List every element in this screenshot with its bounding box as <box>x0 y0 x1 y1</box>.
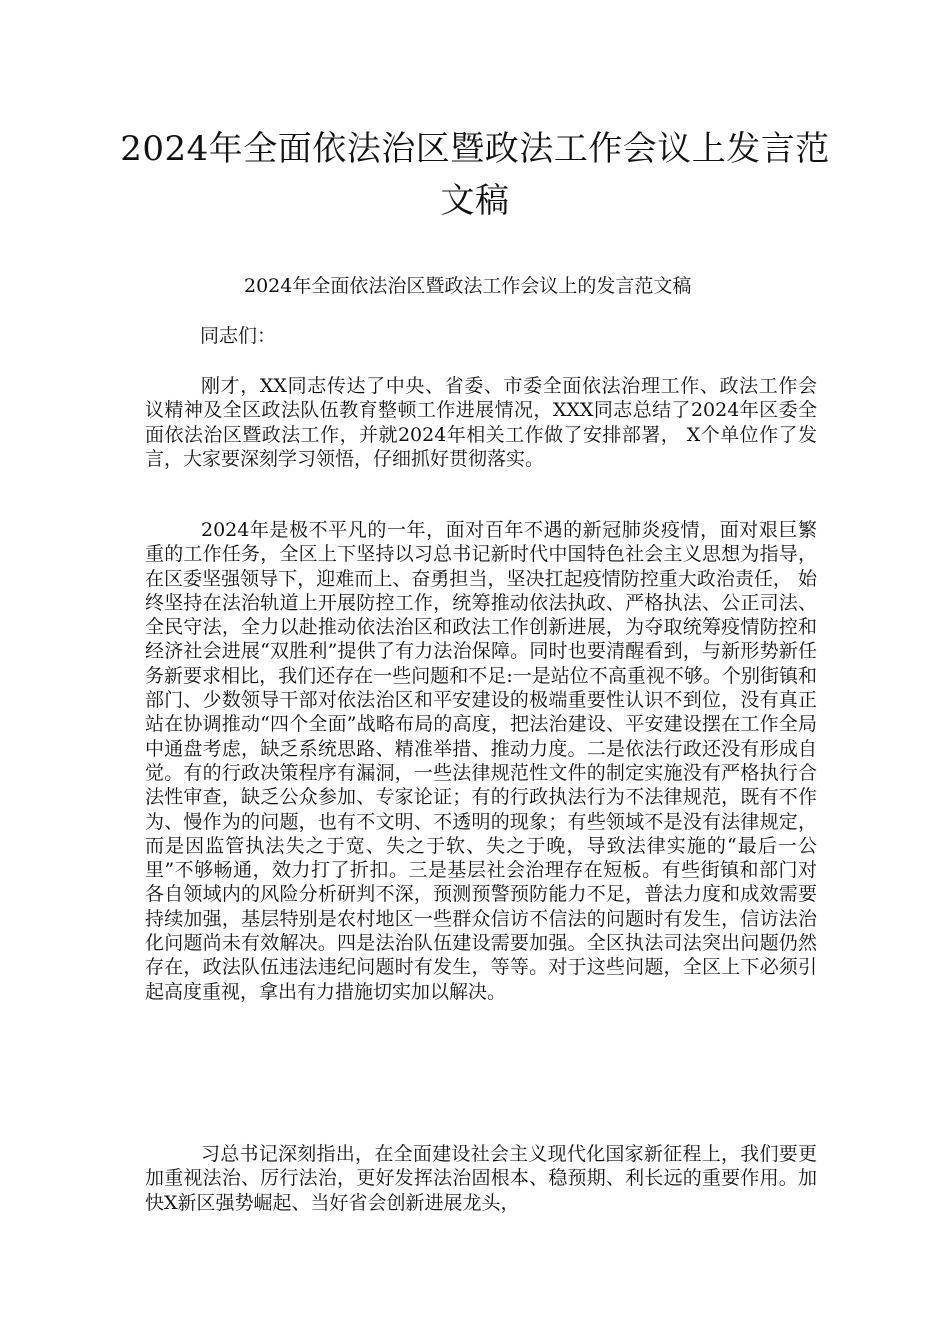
salutation: 同志们： <box>200 325 277 347</box>
paragraph: 习总书记深刻指出，在全面建设社会主义现代化国家新征程上，我们要更加重视法治、厉行法治，更好发挥法治固根本、稳预期、利长远的重要作用。加快X新区强势崛起、当好省会创新进展龙头， <box>145 1143 817 1214</box>
document-subtitle: 2024年全面依法治区暨政法工作会议上的发言范文稿 <box>244 275 692 297</box>
paragraph: 刚才，XX同志传达了中央、省委、市委全面依法治理工作、政法工作会议精神及全区政法队伍教育整顿工作进展情况，XXX同志总结了2024年区委全面依法治区暨政法工作，并就2024年相关工作做了安排部署， X个单位作了发言，大家要深刻学习领悟，仔细抓好贯彻落实。 <box>145 375 817 470</box>
document-title: 2024年全面依法治区暨政法工作会议上发言范文稿 <box>120 129 830 221</box>
paragraph: 2024年是极不平凡的一年，面对百年不遇的新冠肺炎疫情，面对艰巨繁重的工作任务，全区上下坚持以习总书记新时代中国特色社会主义思想为指导，在区委坚强领导下，迎难而上、奋勇担当，坚决扛起疫情防控重大政治责任， 始终坚持在法治轨道上开展防控工作，统筹推动依法执政、严格执法、公正司法、全民守法，全力以赴推动依法治区和政法工作创新进展，为夺取统筹疫情防控和经济社会进展“双胜利”提供了有力法治保障。同时也要清醒看到，与新形势新任务新要求相比，我们还存在一些问题和不足:一是站位不高重视不够。个别街镇和部门、少数领导干部对依法治区和平安建设的极端重要性认识不到位，没有真正站在协调推动“四个全面”战略布局的高度，把法治建设、平安建设摆在工作全局中通盘考虑，缺乏系统思路、精准举措、推动力度。二是依法行政还没有形成自觉。有的行政决策程序有漏洞，一些法律规范性文件的制定实施没有严格执行合法性审查，缺乏公众参加、专家论证；有的行政执法行为不法律规范，既有不作为、慢作为的问题，也有不文明、不透明的现象；有些领域不是没有法律规定，而是因监管执法失之于宽、失之于软、失之于晚，导致法律实施的“最后一公里”不够畅通，效力打了折扣。三是基层社会治理存在短板。有些街镇和部门对各自领域内的风险分析研判不深，预测预警预防能力不足，普法力度和成效需要持续加强，基层特别是农村地区一些群众信访不信法的问题时有发生，信访法治化问题尚未有效解决。四是法治队伍建设需要加强。全区执法司法突出问题仍然存在，政法队伍违法违纪问题时有发生，等等。对于这些问题，全区上下必须引起高度重视，拿出有力措施切实加以解决。 <box>145 519 817 1003</box>
